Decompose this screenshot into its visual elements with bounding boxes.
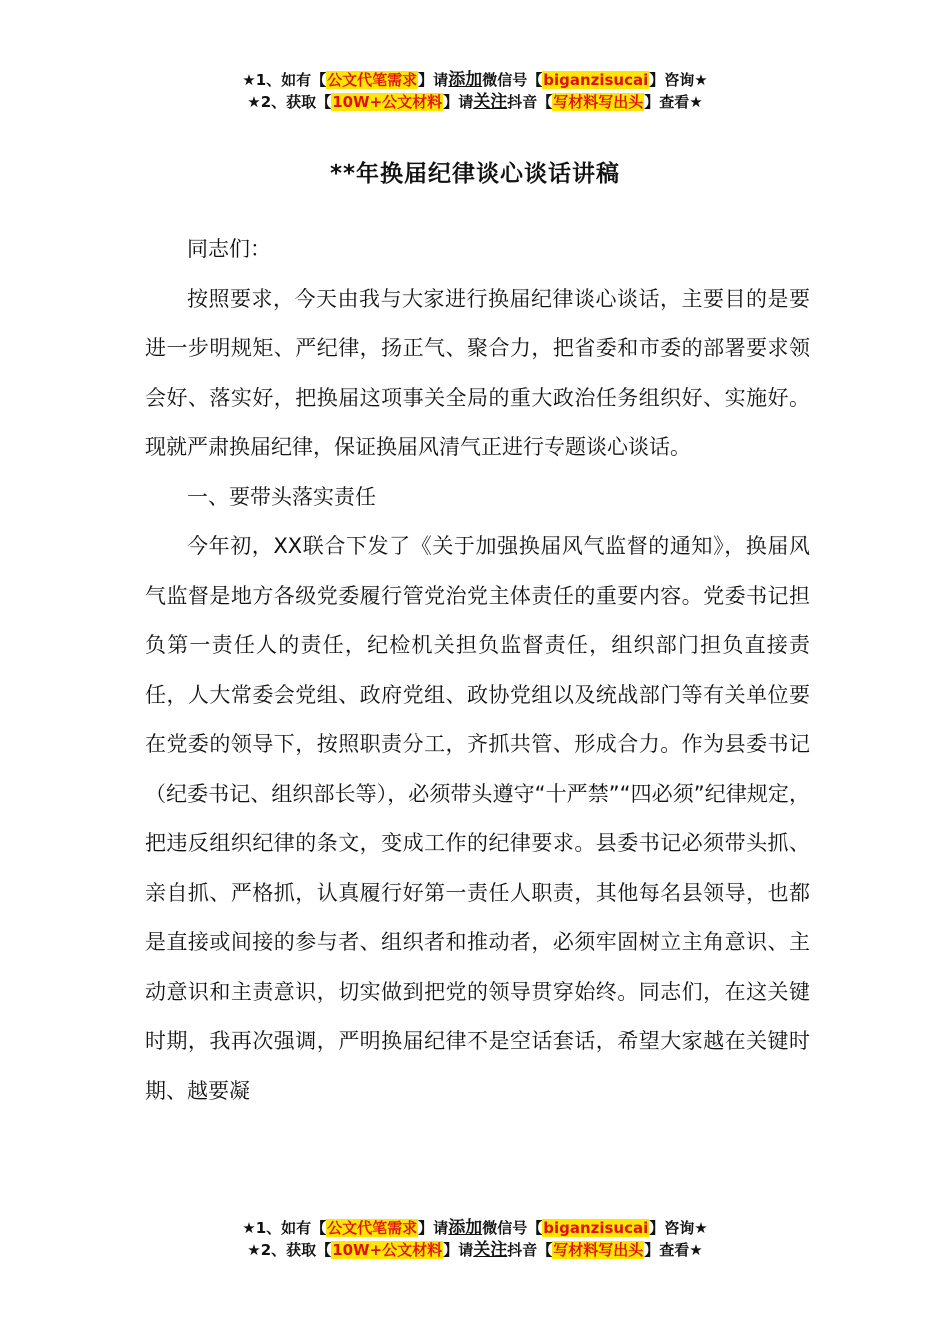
- promo-emphasis: 添加: [448, 1218, 483, 1238]
- promo-text: 】请: [443, 93, 474, 111]
- promo-text: 】咨询: [649, 71, 695, 89]
- promo-footer: [0, 1217, 950, 1261]
- promo-text: 】查看: [644, 93, 690, 111]
- promo-highlight-douyin: 写材料写出头: [553, 93, 644, 111]
- star-icon: ★: [242, 71, 256, 89]
- paragraph: 今年初，XX联合下发了《关于加强换届风气监督的通知》，换届风气监督是地方各级党委履行管党治党主体责任的重要内容。党委书记担负第一责任人的责任，纪检机关担负监督责任，组织部门担负直接责任，人大常委会党组、政府党组、政协党组以及统战部门等有关单位要在党委的领导下，按照职责分工，齐抓共管、形成合力。作为县委书记（纪委书记、组织部长等），必须带头遵守“十严禁”“四必须”纪律规定，把违反组织纪律的条文，变成工作的纪律要求。县委书记必须带头抓、亲自抓、严格抓，认真履行好第一责任人职责，其他每名县领导，也都是直接或间接的参与者、组织者和推动者，必须牢固树立主角意识、主动意识和主责意识，切实做到把党的领导贯穿始终。同志们，在这关键时期，我再次强调，严明换届纪律不是空话套话，希望大家越在关键时期、越要凝: [145, 534, 810, 1103]
- star-icon: ★: [694, 1219, 708, 1237]
- promo-line-1: [0, 1217, 950, 1239]
- section-heading: 一、要带头落实责任: [187, 484, 376, 509]
- star-icon: ★: [689, 1241, 703, 1259]
- promo-line-1: [0, 69, 950, 91]
- promo-header: [0, 69, 950, 113]
- promo-highlight-service: 公文代笔需求: [327, 71, 418, 89]
- promo-emphasis: 关注: [473, 1240, 508, 1260]
- promo-text: 微信号【: [482, 1219, 543, 1237]
- salutation: 同志们：: [187, 237, 271, 261]
- promo-text: 1、如有【: [255, 71, 327, 89]
- promo-text: 】咨询: [649, 1219, 695, 1237]
- star-icon: ★: [694, 71, 708, 89]
- promo-text: 抖音【: [507, 93, 553, 111]
- paragraph: 按照要求，今天由我与大家进行换届纪律谈心谈话，主要目的是要进一步明规矩、严纪律，扬正气、聚合力，把省委和市委的部署要求领会好、落实好，把换届这项事关全局的重大政治任务组织好、实施好。现就严肃换届纪律，保证换届风清气正进行专题谈心谈话。: [145, 286, 810, 459]
- promo-text: 】请: [443, 1241, 474, 1259]
- promo-text: 2、获取【: [260, 1241, 332, 1259]
- promo-emphasis: 添加: [448, 70, 483, 90]
- promo-line-2: [0, 91, 950, 113]
- promo-highlight-service: 公文代笔需求: [327, 1219, 418, 1237]
- promo-line-2: [0, 1239, 950, 1261]
- promo-highlight-materials: 10W+公文材料: [332, 93, 443, 111]
- promo-highlight-wechat: biganzisucai: [543, 1219, 649, 1237]
- star-icon: ★: [242, 1219, 256, 1237]
- promo-text: 】查看: [644, 1241, 690, 1259]
- promo-highlight-wechat: biganzisucai: [543, 71, 649, 89]
- promo-highlight-materials: 10W+公文材料: [332, 1241, 443, 1259]
- star-icon: ★: [247, 93, 261, 111]
- document-title: **年换届纪律谈心谈话讲稿: [329, 161, 621, 187]
- promo-text: 微信号【: [482, 71, 543, 89]
- star-icon: ★: [689, 93, 703, 111]
- promo-text: 】请: [418, 71, 449, 89]
- promo-text: 】请: [418, 1219, 449, 1237]
- promo-text: 抖音【: [507, 1241, 553, 1259]
- promo-emphasis: 关注: [473, 92, 508, 112]
- document-body: [145, 225, 810, 1116]
- star-icon: ★: [247, 1241, 261, 1259]
- promo-text: 2、获取【: [260, 93, 332, 111]
- promo-highlight-douyin: 写材料写出头: [553, 1241, 644, 1259]
- promo-text: 1、如有【: [255, 1219, 327, 1237]
